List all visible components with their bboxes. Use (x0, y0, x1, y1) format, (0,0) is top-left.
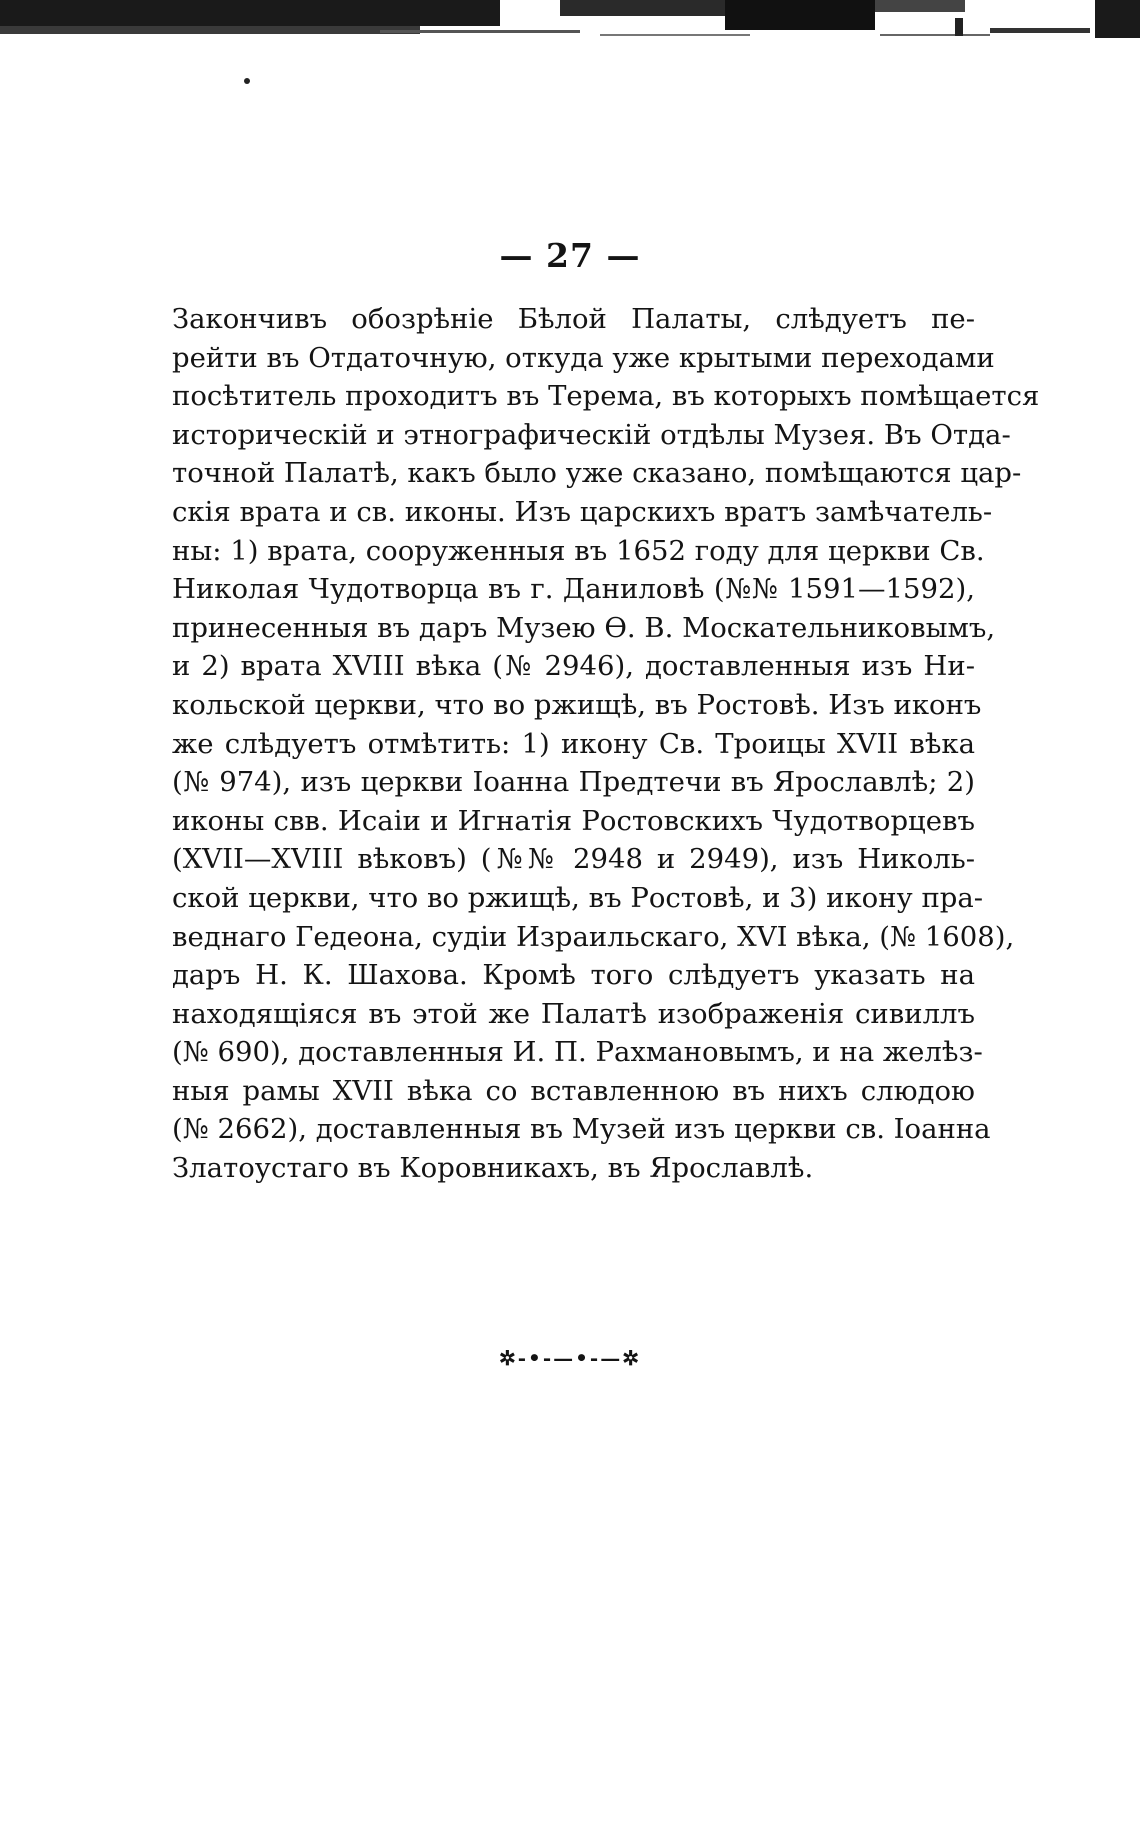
page-number: — 27 — (499, 236, 641, 275)
text-line: кольской церкви, что во ржищѣ, въ Ростовѣ. Изъ иконъ (172, 688, 982, 721)
text-line: (XVII—XVIII вѣковъ) (№№ 2948 и 2949), изъ Николь- (172, 843, 975, 876)
text-line: и 2) врата XVIII вѣка (№ 2946), доставленныя изъ Ни- (172, 650, 975, 683)
text-line: иконы свв. Исаіи и Игнатія Ростовскихъ Чудотворцевъ (172, 804, 975, 837)
text-line: даръ Н. К. Шахова. Кромѣ того слѣдуетъ указать на (172, 959, 975, 992)
text-line: точной Палатѣ, какъ было уже сказано, помѣщаются цар- (172, 457, 1022, 490)
text-line: (№ 974), изъ церкви Іоанна Предтечи въ Ярославлѣ; 2) (172, 766, 975, 799)
scan-speck (244, 78, 250, 84)
text-line: ны: 1) врата, сооруженныя въ 1652 году для церкви Св. (172, 534, 985, 567)
text-line: веднаго Гедеона, судіи Израильскаго, XVI вѣка, (№ 1608), (172, 920, 1015, 953)
text-line: ныя рамы XVII вѣка со вставленною въ нихъ слюдою (172, 1074, 975, 1107)
text-line: принесенныя въ даръ Музею Ѳ. В. Москательниковымъ, (172, 611, 996, 644)
text-line: же слѣдуетъ отмѣтить: 1) икону Св. Троицы XVII вѣка (172, 727, 975, 760)
text-line: (№ 690), доставленныя И. П. Рахмановымъ, и на желѣз- (172, 1036, 983, 1069)
scan-artifact-top (0, 0, 1140, 42)
end-ornament: ✲-•-—•-—✲ (499, 1346, 641, 1370)
text-line: ской церкви, что во ржищѣ, въ Ростовѣ, и 3) икону пра- (172, 881, 984, 914)
text-line: рейти въ Отдаточную, откуда уже крытыми переходами (172, 341, 995, 374)
text-line: находящіяся въ этой же Палатѣ изображенія сивиллъ (172, 997, 975, 1030)
text-line: историческій и этнографическій отдѣлы Музея. Въ Отда- (172, 418, 1011, 451)
text-line: скія врата и св. иконы. Изъ царскихъ вратъ замѣчатель- (172, 495, 993, 528)
text-line: посѣтитель проходитъ въ Терема, въ которыхъ помѣщается (172, 380, 1040, 413)
body-paragraph (172, 300, 1040, 1188)
text-line: (№ 2662), доставленныя въ Музей изъ церкви св. Іоанна (172, 1113, 991, 1146)
text-line-last: Златоустаго въ Коровникахъ, въ Ярославлѣ. (172, 1152, 814, 1185)
scan-artifact-graphic (0, 0, 1140, 42)
text-line: Закончивъ обозрѣніе Бѣлой Палаты, слѣдуетъ пе- (172, 303, 975, 335)
text-line: Николая Чудотворца въ г. Даниловѣ (№№ 1591—1592), (172, 573, 975, 606)
